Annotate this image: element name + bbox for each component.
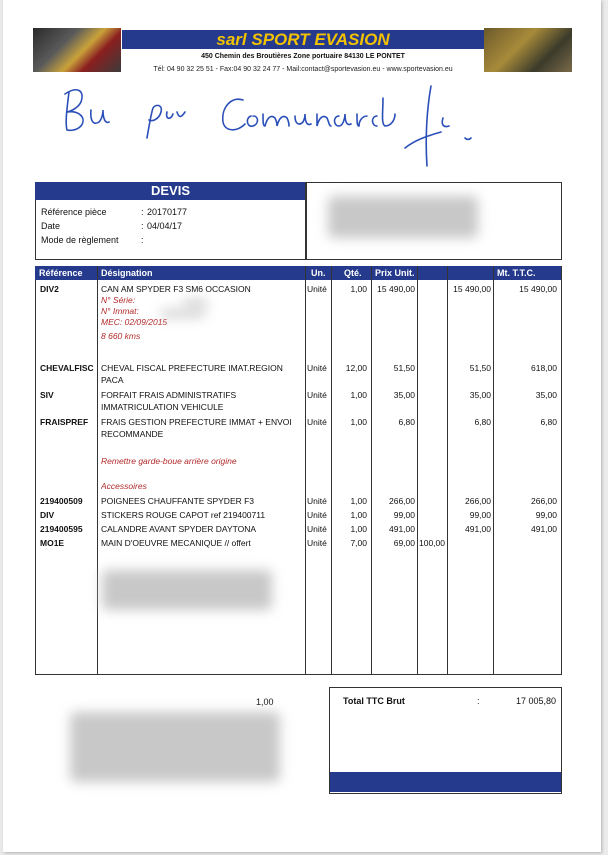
- row-13-unit: Unité: [307, 496, 327, 506]
- footer-small-value: 1,00: [256, 697, 274, 707]
- value-date: 04/04/17: [147, 221, 183, 231]
- label-reference: Référence pièce: [41, 207, 107, 217]
- row-2-desc: N° Immat:: [101, 306, 139, 316]
- row-13-desc: POIGNEES CHAUFFANTE SPYDER F3: [101, 496, 255, 506]
- row-13-ht: 266,00: [465, 496, 491, 506]
- label-date: Date: [41, 221, 61, 231]
- row-14-ttc: 99,00: [535, 510, 557, 520]
- row-14-ht: 99,00: [469, 510, 491, 520]
- header-photo-left: [33, 28, 121, 72]
- row-16-price: 69,00: [393, 538, 415, 548]
- row-0-price: 15 490,00: [377, 284, 415, 294]
- col-divider: [97, 266, 98, 674]
- company-name: sarl SPORT EVASION: [216, 30, 390, 49]
- row-8-desc: IMMATRICULATION VEHICULE: [101, 402, 224, 412]
- row-1-desc: N° Série:: [101, 295, 136, 305]
- row-13-ref: 219400509: [40, 496, 83, 506]
- redacted-client-address: [328, 196, 478, 238]
- row-7-desc: FORFAIT FRAIS ADMINISTRATIFS: [101, 390, 237, 400]
- row-3-desc: MEC: 02/09/2015: [101, 317, 168, 327]
- row-9-ht: 6,80: [474, 417, 491, 427]
- sep-reference: :: [141, 207, 144, 217]
- row-5-price: 51,50: [393, 363, 415, 373]
- sep-date: :: [141, 221, 144, 231]
- col-divider: [493, 266, 494, 674]
- row-7-qty: 1,00: [350, 390, 367, 400]
- row-9-ref: FRAISPREF: [40, 417, 89, 427]
- row-15-qty: 1,00: [350, 524, 367, 534]
- row-14-price: 99,00: [393, 510, 415, 520]
- value-reference: 20170177: [147, 207, 188, 217]
- row-16-qty: 7,00: [350, 538, 367, 548]
- total-label: Total TTC Brut: [343, 696, 405, 706]
- header-designation: Désignation: [101, 268, 153, 278]
- company-contact: Tél: 04 90 32 25 51 - Fax:04 90 32 24 77 - Mail:contact@sportevasion.eu - www.sportevasion.eu: [153, 66, 453, 73]
- total-sep: :: [477, 696, 480, 706]
- row-11-desc: Remettre garde-boue arrière origine: [101, 456, 237, 466]
- row-7-ttc: 35,00: [535, 390, 557, 400]
- row-14-desc: STICKERS ROUGE CAPOT ref 219400711: [101, 510, 266, 520]
- row-15-desc: CALANDRE AVANT SPYDER DAYTONA: [101, 524, 257, 534]
- row-0-qty: 1,00: [350, 284, 367, 294]
- header-reference: Référence: [39, 268, 83, 278]
- redacted-note: [102, 570, 272, 610]
- company-address: 450 Chemin des Broutières Zone portuaire 84130 LE PONTET: [201, 53, 405, 60]
- row-16-remise: 100,00: [419, 538, 445, 548]
- row-4-desc: 8 660 kms: [101, 331, 141, 341]
- col-divider: [331, 266, 332, 674]
- handwritten-signature: [55, 78, 485, 173]
- row-9-qty: 1,00: [350, 417, 367, 427]
- row-9-unit: Unité: [307, 417, 327, 427]
- header-unit: Un.: [311, 268, 326, 278]
- row-5-ttc: 618,00: [531, 363, 557, 373]
- row-14-qty: 1,00: [350, 510, 367, 520]
- col-divider: [417, 266, 418, 674]
- row-9-desc: FRAIS GESTION PREFECTURE IMMAT + ENVOI: [101, 417, 292, 427]
- col-divider: [305, 266, 306, 674]
- col-divider: [447, 266, 448, 674]
- header-total-ttc: Mt. T.T.C.: [497, 268, 536, 278]
- header-qty: Qté.: [344, 268, 362, 278]
- row-15-ht: 491,00: [465, 524, 491, 534]
- row-16-ref: MO1E: [40, 538, 65, 548]
- row-7-price: 35,00: [393, 390, 415, 400]
- row-5-desc: CHEVAL FISCAL PREFECTURE IMAT.REGION: [101, 363, 283, 373]
- row-15-ttc: 491,00: [531, 524, 557, 534]
- row-5-ref: CHEVALFISC: [40, 363, 94, 373]
- row-13-price: 266,00: [389, 496, 415, 506]
- label-payment: Mode de règlement: [41, 235, 119, 245]
- row-15-price: 491,00: [389, 524, 415, 534]
- row-7-ht: 35,00: [469, 390, 491, 400]
- header-photo-right: [484, 28, 572, 72]
- row-9-price: 6,80: [398, 417, 415, 427]
- total-value: 17 005,80: [515, 696, 556, 706]
- row-0-unit: Unité: [307, 284, 327, 294]
- sep-payment: :: [141, 235, 144, 245]
- header-unit-price: Prix Unit.: [375, 268, 415, 278]
- row-5-qty: 12,00: [345, 363, 367, 373]
- row-5-unit: Unité: [307, 363, 327, 373]
- row-0-desc: CAN AM SPYDER F3 SM6 OCCASION: [101, 284, 251, 294]
- row-14-ref: DIV: [40, 510, 55, 520]
- row-10-desc: RECOMMANDE: [101, 429, 164, 439]
- row-7-unit: Unité: [307, 390, 327, 400]
- row-15-unit: Unité: [307, 524, 327, 534]
- row-12-desc: Accessoires: [101, 481, 147, 491]
- col-divider: [371, 266, 372, 674]
- row-6-desc: PACA: [101, 375, 124, 385]
- totals-footer-bar: [330, 772, 561, 792]
- row-0-ref: DIV2: [40, 284, 59, 294]
- row-9-ttc: 6,80: [540, 417, 557, 427]
- row-7-ref: SIV: [40, 390, 54, 400]
- row-0-ttc: 15 490,00: [519, 284, 557, 294]
- row-16-desc: MAIN D'OEUVRE MECANIQUE // offert: [101, 538, 251, 548]
- devis-title: DEVIS: [35, 182, 306, 200]
- row-16-unit: Unité: [307, 538, 327, 548]
- row-13-ttc: 266,00: [531, 496, 557, 506]
- row-14-unit: Unité: [307, 510, 327, 520]
- row-13-qty: 1,00: [350, 496, 367, 506]
- row-5-ht: 51,50: [469, 363, 491, 373]
- redacted-plate: [160, 310, 205, 317]
- row-0-ht: 15 490,00: [453, 284, 491, 294]
- row-15-ref: 219400595: [40, 524, 83, 534]
- redacted-footer-info: [70, 712, 280, 782]
- redacted-serial: [183, 300, 208, 307]
